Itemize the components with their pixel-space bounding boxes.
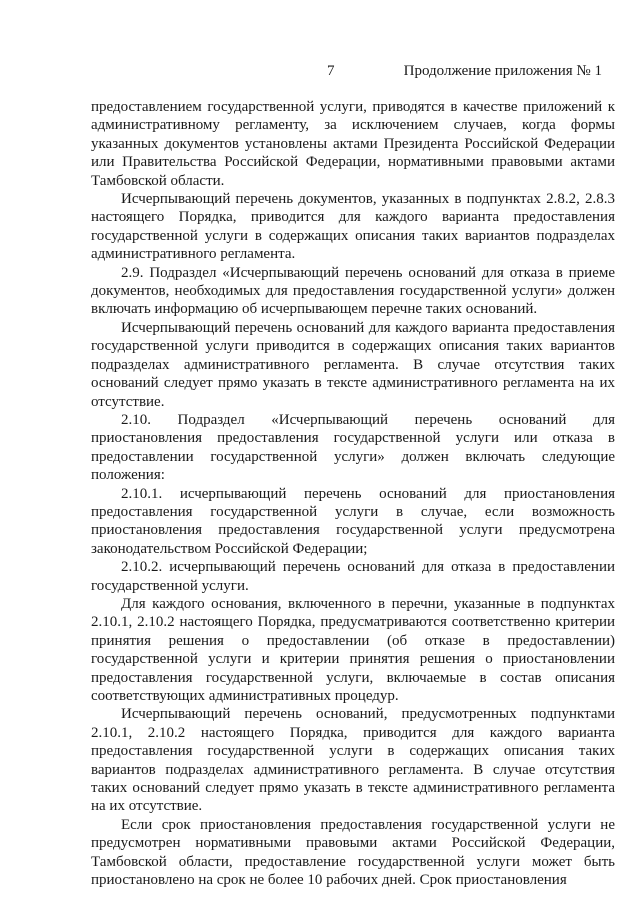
paragraph-2-9: 2.9. Подраздел «Исчерпывающий перечень оснований для отказа в приеме документов, необходимых для предоставления государственной услуги» должен включать информацию об исчерпывающем перечне таких оснований.	[91, 264, 615, 318]
paragraph-criteria: Для каждого основания, включенного в перечни, указанные в подпунктах 2.10.1, 2.10.2 настоящего Порядка, предусматриваются соответственно критерии принятия решения о предоставлении (об отказе в предоставлении) государственной услуги и критерии принятия решения о приостановлении предоставления государственной услуги, включаемые в состав описания соответствующих административных процедур.	[91, 595, 615, 704]
paragraph-2-10: 2.10. Подраздел «Исчерпывающий перечень оснований для приостановления предоставления государственной услуги или отказа в предоставлении государственной услуги» должен включать следующие положения:	[91, 411, 615, 484]
appendix-caption: Продолжение приложения № 1	[403, 63, 602, 79]
page-header	[0, 62, 640, 82]
page-number: 7	[327, 63, 335, 79]
paragraph-grounds-absence: Исчерпывающий перечень оснований, предусмотренных подпунктами 2.10.1, 2.10.2 настоящего Порядка, приводится для каждого варианта предоставления государственной услуги в содержащих описания таких вариантов подразделах административного регламента. В случае отсутствия таких оснований следует прямо указать в тексте административного регламента на их отсутствие.	[91, 706, 615, 815]
paragraph-2-10-2: 2.10.2. исчерпывающий перечень оснований для отказа в предоставлении государственной услуги.	[91, 559, 615, 594]
paragraph-suspension-term: Если срок приостановления предоставления государственной услуги не предусмотрен нормативными правовыми актами Российской Федерации, Тамбовской области, предоставление государственной услуги может быть приостановлено на срок не более 10 рабочих дней. Срок приостановления	[91, 816, 615, 889]
document-body	[91, 98, 615, 889]
paragraph-grounds-list: Исчерпывающий перечень оснований для каждого варианта предоставления государственной услуги приводится в содержащих описания таких вариантов подразделах административного регламента. В случае отсутствия таких оснований следует прямо указать в тексте административного регламента на их отсутствие.	[91, 319, 615, 410]
paragraph-documents-list: Исчерпывающий перечень документов, указанных в подпунктах 2.8.2, 2.8.3 настоящего Порядка, приводится для каждого варианта предоставления государственной услуги в содержащих описания таких вариантов подразделах административного регламента.	[91, 191, 615, 263]
paragraph-continuation: предоставлением государственной услуги, приводятся в качестве приложений к административному регламенту, за исключением случаев, когда формы указанных документов установлены актами Президента Российской Федерации или Правительства Российской Федерации, нормативными правовыми актами Тамбовской области.	[91, 99, 615, 189]
paragraph-2-10-1: 2.10.1. исчерпывающий перечень оснований для приостановления предоставления государственной услуги в случае, если возможность приостановления предоставления государственной услуги предусмотрена законодательством Российской Федерации;	[91, 485, 615, 557]
